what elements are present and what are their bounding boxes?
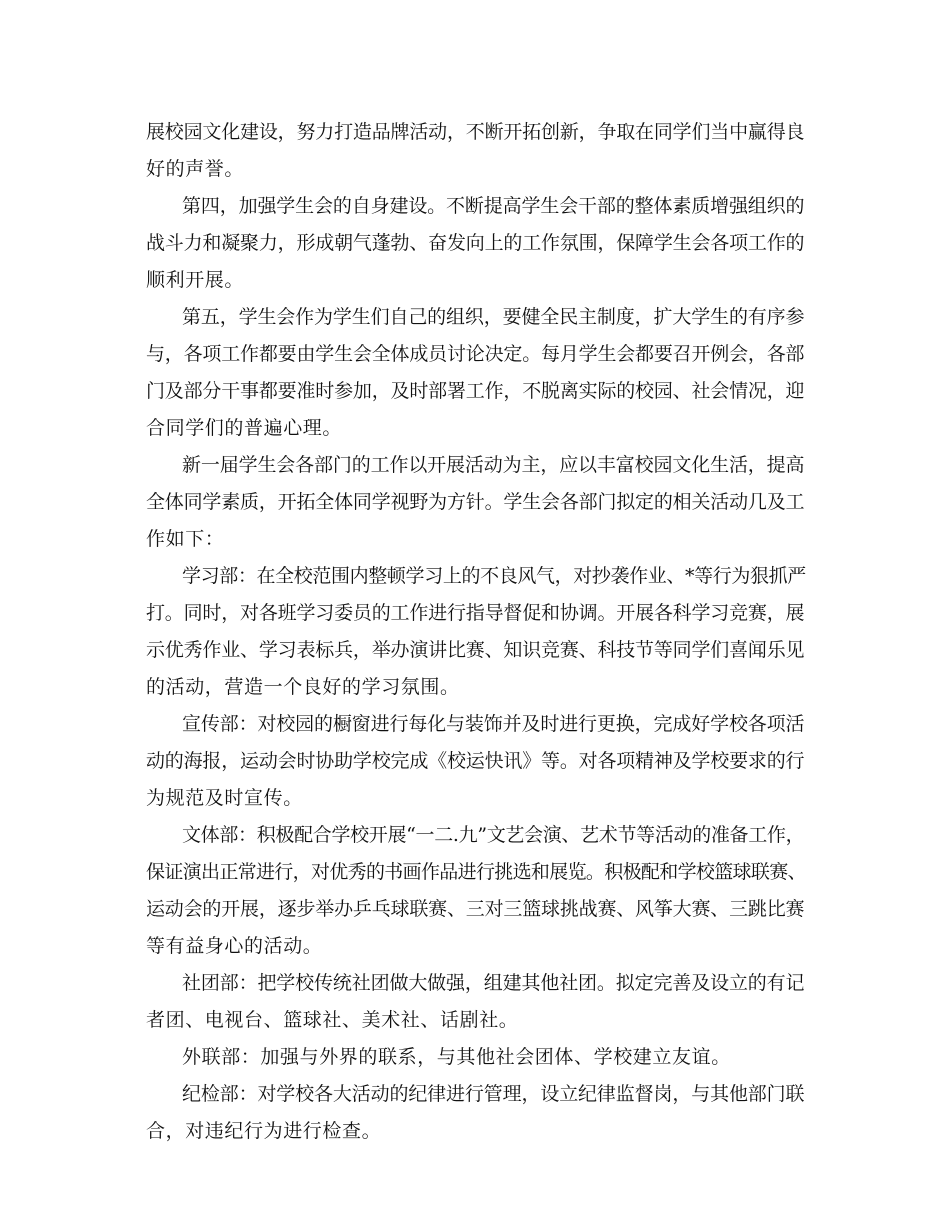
text-line: 外联部：加强与外界的联系，与其他社会团体、学校建立友谊。 xyxy=(182,1046,731,1068)
text-line: 新一届学生会各部门的工作以开展活动为主，应以丰富校园文化生活，提高 xyxy=(182,454,805,476)
text-line: 动的海报，运动会时协助学校完成《校运快讯》等。对各项精神及学校要求的行 xyxy=(146,750,805,772)
text-line: 为规范及时宣传。 xyxy=(146,787,303,809)
text-line: 顺利开展。 xyxy=(146,269,245,291)
text-line: 运动会的开展，逐步举办乒乓球联赛、三对三篮球挑战赛、风筝大赛、三跳比赛 xyxy=(146,898,805,920)
text-line: 好的声誉。 xyxy=(146,158,245,180)
text-line: 等有益身心的活动。 xyxy=(146,935,323,957)
text-line: 第五，学生会作为学生们自己的组织，要健全民主制度，扩大学生的有序参 xyxy=(182,306,805,328)
document-body xyxy=(146,114,806,1150)
text-line: 文体部：积极配合学校开展“一二.九”文艺会演、艺术节等活动的准备工作， xyxy=(182,824,805,846)
text-line: 门及部分干事都要准时参加，及时部署工作，不脱离实际的校园、社会情况，迎 xyxy=(146,380,805,402)
text-line: 学习部：在全校范围内整顿学习上的不良风气，对抄袭作业、*等行为狠抓严 xyxy=(182,565,806,587)
text-line: 者团、电视台、篮球社、美术社、话剧社。 xyxy=(146,1009,519,1031)
text-line: 打。同时，对各班学习委员的工作进行指导督促和协调。开展各科学习竞赛，展 xyxy=(146,602,805,624)
text-line: 第四，加强学生会的自身建设。不断提高学生会干部的整体素质增强组织的 xyxy=(182,195,805,217)
text-line: 示优秀作业、学习表标兵，举办演讲比赛、知识竞赛、科技节等同学们喜闻乐见 xyxy=(146,639,805,661)
text-line: 全体同学素质，开拓全体同学视野为方针。学生会各部门拟定的相关活动几及工 xyxy=(146,491,805,513)
text-line: 合，对违纪行为进行检查。 xyxy=(146,1120,382,1142)
text-line: 与，各项工作都要由学生会全体成员讨论决定。每月学生会都要召开例会，各部 xyxy=(146,343,805,365)
text-line: 保证演出正常进行，对优秀的书画作品进行挑选和展览。积极配和学校篮球联赛、 xyxy=(146,861,806,883)
text-line: 作如下： xyxy=(146,528,225,550)
text-line: 的活动，营造一个良好的学习氛围。 xyxy=(146,676,460,698)
text-line: 展校园文化建设，努力打造品牌活动，不断开拓创新，争取在同学们当中赢得良 xyxy=(146,121,805,143)
text-line: 社团部：把学校传统社团做大做强，组建其他社团。拟定完善及设立的有记 xyxy=(182,972,805,994)
text-line: 纪检部：对学校各大活动的纪律进行管理，设立纪律监督岗，与其他部门联 xyxy=(182,1083,805,1105)
text-line: 宣传部：对校园的橱窗进行每化与装饰并及时进行更换，完成好学校各项活 xyxy=(182,713,805,735)
text-line: 合同学们的普遍心理。 xyxy=(146,417,343,439)
text-line: 战斗力和凝聚力，形成朝气蓬勃、奋发向上的工作氛围，保障学生会各项工作的 xyxy=(146,232,805,254)
